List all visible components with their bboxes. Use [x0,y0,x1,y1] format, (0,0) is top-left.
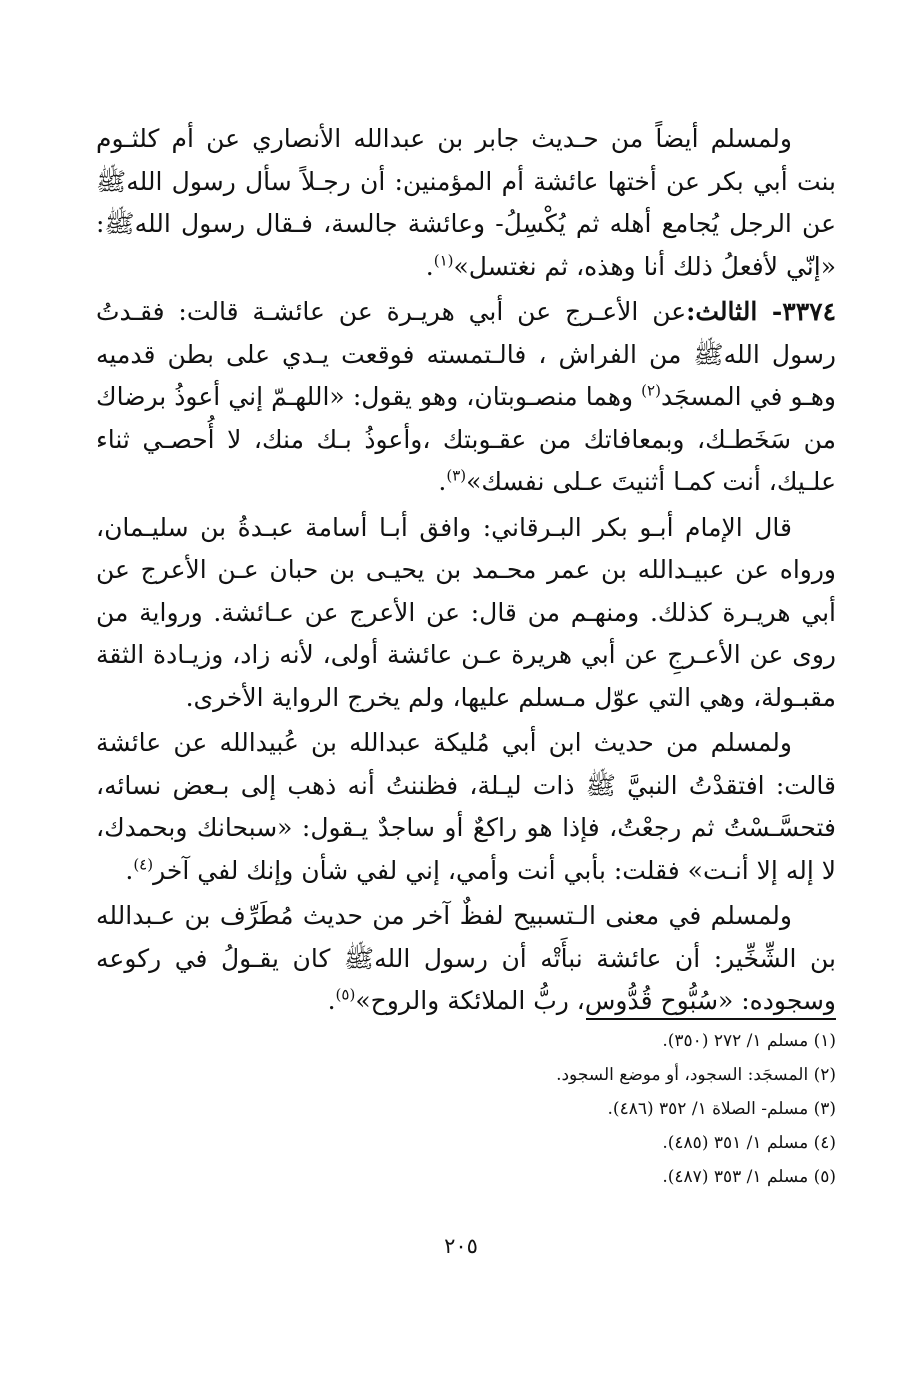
paragraph-2-text-b: وهما منصـوبتان، وهو يقول: «اللهـمّ إني أعوذُ برضاك من سَخَطـك، وبمعافاتك من عقـوبتك ،وأعوذُ بـك منك، لا أُحصـي ثناء علـيك، أنت كمـا أثنيتَ عـلى نفسك» [96,382,836,496]
paragraph-5-text: ولمسلم في معنى الـتسبيح لفظٌ آخر من حديث مُطَرِّف بن عـبدالله بن الشِّخِّير: أن عائشة نبأَتْه أن رسول اللهﷺ كان يقـولُ في ركوعه وسجوده: «سُبُّوح قُدُّوس، ربُّ الملائكة والروح» [96,901,836,1015]
paragraph-2-text: عن الأعـرج عن أبي هريـرة عن عائشـة قالت: فقـدتُ رسول اللهﷺ من الفراش ، فالـتمسته فوقعت يـدي على بطن قدميه وهـو في المسجَد [96,297,836,411]
paragraph-1-text: ولمسلم أيضاً من حـديث جابر بن عبدالله الأنصاري عن أم كلثـوم بنت أبي بكر عن أختها عائشة أم المؤمنين: أن رجـلاً سأل رسول اللهﷺ عن الرجل يُجامع أهله ثم يُكْسِلُ- وعائشة جالسة، فـقال رسول اللهﷺ: «إنّي لأفعلُ ذلك أنا وهذه، ثم نغتسل» [96,124,836,281]
hadith-number: ٣٣٧٤- [771,297,836,326]
footnote-4: (٤) مسلم ١/ ٣٥١ (٤٨٥). [662,1133,836,1153]
paragraph-4 [96,722,836,892]
paragraph-2 [96,291,836,504]
paragraph-2-end: . [438,467,447,496]
footnote-3: (٣) مسلم- الصلاة ١/ ٣٥٢ (٤٨٦). [607,1099,836,1119]
footnotes [300,1024,836,1194]
paragraph-1-end: . [425,251,434,281]
page-number: ٢٠٥ [444,1234,478,1258]
footnote-ref-4: (٤) [133,855,154,874]
footnote-ref-2: (٢) [641,381,661,400]
paragraph-5-end: . [327,986,336,1015]
paragraph-3 [96,507,836,720]
footnote-5: (٥) مسلم ١/ ٣٥٣ (٤٨٧). [662,1167,836,1187]
footnote-divider [586,1018,836,1020]
footnote-ref-1: (١) [433,251,454,270]
paragraph-4-end: . [125,855,134,885]
hadith-label: الثالث: [686,297,772,326]
footnote-1: (١) مسلم ١/ ٢٧٢ (٣٥٠). [662,1031,836,1051]
paragraph-1 [96,118,836,288]
paragraph-3-text: قال الإمام أبـو بكر البـرقاني: وافق أبـا أسامة عبـدةُ بن سليـمان، ورواه عن عبيـدالله بن عمر محـمد بن يحيـى بن حبان عـن الأعرج عن أبي هريـرة كذلك. ومنهـم من قال: عن الأعرج عن عـائشة. ورواية من روى عن الأعـرجِ عن أبي هريرة عـن عائشة أولى، لأنه زاد، وزيـادة الثقة مقبـولة، وهي التي عوّل مـسلم عليها، ولم يخرج الرواية الأخرى. [96,512,836,712]
paragraph-5 [96,895,836,1023]
paragraph-4-text: ولمسلم من حديث ابن أبي مُليكة عبدالله بن عُبيدالله عن عائشة قالت: افتقدْتُ النبيَّ ﷺ ذات ليـلة، فظننتُ أنه ذهب إلى بـعض نسائه، فتحسَّـسْتُ ثم رجعْتُ، فإذا هو راكعٌ أو ساجدٌ يـقول: «سبحانك وبحمدك، لا إله إلا أنـت» فقلت: بأبي أنت وأمي، إني لفي شأن وإنك لفي آخر [96,728,836,885]
main-text [96,118,836,1026]
footnote-ref-3: (٣) [446,466,467,485]
footnote-ref-5: (٥) [335,985,356,1004]
footnote-2: (٢) المسجَد: السجود، أو موضع السجود. [556,1065,836,1085]
